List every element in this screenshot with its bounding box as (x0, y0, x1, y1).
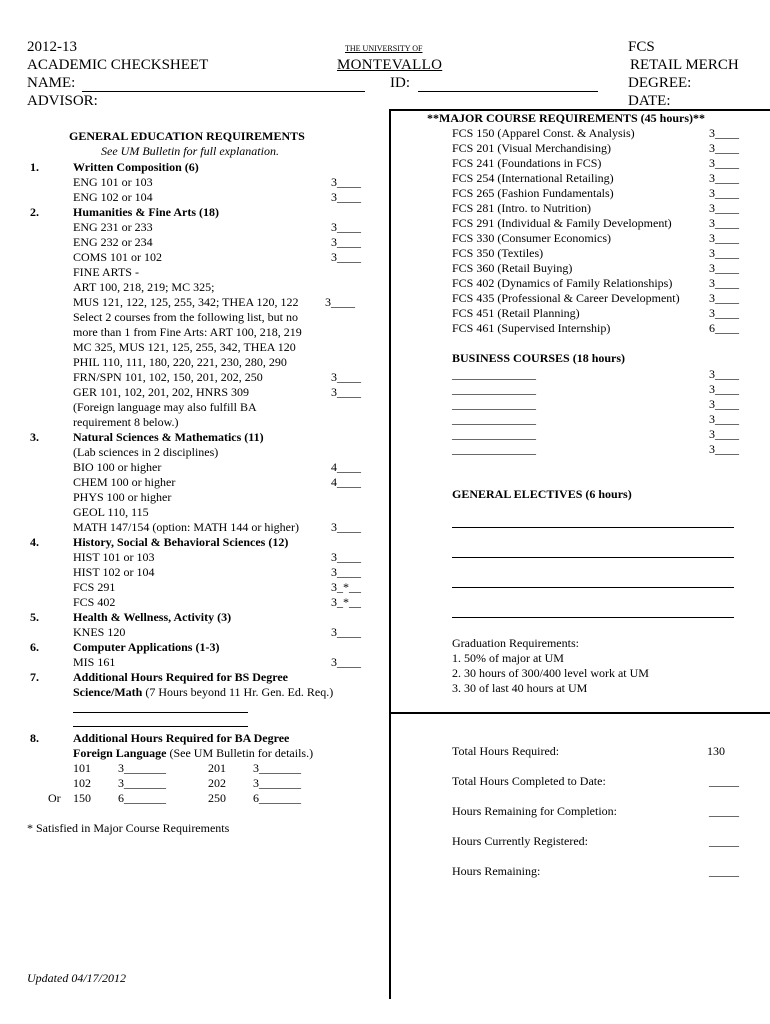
foreign-language-note: (See UM Bulletin for details.) (166, 746, 314, 760)
section-title: Additional Hours Required for BS Degree (73, 670, 289, 684)
hours-blank[interactable]: 3_______ (253, 761, 301, 775)
remaining-completion-field[interactable]: _____ (709, 804, 739, 818)
course-line: FCS 402 (73, 595, 116, 609)
major-course-name: FCS 360 (Retail Buying) (452, 261, 573, 275)
hours-blank[interactable]: 3____ (325, 295, 355, 309)
hours-blank[interactable]: 3_______ (118, 776, 166, 790)
section-number: 4. (30, 535, 39, 549)
totals-divider (390, 712, 770, 714)
hours-blank[interactable]: 4____ (331, 475, 361, 489)
total-required-value: 130 (707, 744, 725, 758)
total-required-label: Total Hours Required: (452, 744, 560, 758)
course-line: FINE ARTS - (73, 265, 139, 279)
section-subtitle (73, 746, 313, 761)
hours-blank[interactable]: 3____ (709, 397, 739, 411)
course-line: GEOL 110, 115 (73, 505, 149, 519)
course-line: MUS 121, 122, 125, 255, 342; THEA 120, 122 (73, 295, 299, 309)
major-course-name: FCS 150 (Apparel Const. & Analysis) (452, 126, 635, 140)
hours-blank[interactable]: 3____ (709, 246, 739, 260)
major-course-name: FCS 451 (Retail Planning) (452, 306, 580, 320)
course-line: KNES 120 (73, 625, 126, 639)
hours-blank[interactable]: 3____ (331, 625, 361, 639)
university-name: MONTEVALLO (337, 57, 443, 73)
hours-blank[interactable]: 3____ (709, 412, 739, 426)
course-line: BIO 100 or higher (73, 460, 162, 474)
course-number: 202 (208, 776, 226, 790)
graduation-title: Graduation Requirements: (452, 636, 579, 650)
section-number: 1. (30, 160, 39, 174)
electives-title: GENERAL ELECTIVES (6 hours) (452, 487, 632, 501)
footnote: * Satisfied in Major Course Requirements (27, 821, 230, 835)
course-line: ART 100, 218, 219; MC 325; (73, 280, 215, 294)
section-number: 3. (30, 430, 39, 444)
degree-label: DEGREE: (628, 75, 692, 91)
science-math-label: Science/Math (73, 685, 143, 699)
course-line: HIST 102 or 104 (73, 565, 155, 579)
business-course-blank[interactable]: ______________ (452, 442, 536, 456)
course-line: ENG 101 or 103 (73, 175, 153, 189)
elective-line[interactable] (452, 617, 734, 618)
gen-ed-title: GENERAL EDUCATION REQUIREMENTS (69, 129, 305, 143)
section-subtitle (73, 685, 333, 700)
hours-remaining-label: Hours Remaining: (452, 864, 541, 878)
course-line: ENG 232 or 234 (73, 235, 153, 249)
date-label: DATE: (628, 93, 671, 109)
major-course-name: FCS 402 (Dynamics of Family Relationships) (452, 276, 673, 290)
hours-blank[interactable]: 3____ (331, 175, 361, 189)
course-line: CHEM 100 or higher (73, 475, 176, 489)
total-completed-field[interactable]: _____ (709, 774, 739, 788)
business-course-blank[interactable]: ______________ (452, 382, 536, 396)
course-line: FCS 291 (73, 580, 116, 594)
section-number: 8. (30, 731, 39, 745)
course-line: (Foreign language may also fulfill BA (73, 400, 257, 414)
advisor-label: ADVISOR: (27, 93, 98, 109)
major-course-name: FCS 201 (Visual Merchandising) (452, 141, 611, 155)
column-divider (389, 109, 391, 999)
course-line: ENG 102 or 104 (73, 190, 153, 204)
section-title: Natural Sciences & Mathematics (11) (73, 430, 264, 444)
elective-line[interactable] (452, 557, 734, 558)
major-course-name: FCS 281 (Intro. to Nutrition) (452, 201, 592, 215)
section-title: Computer Applications (1-3) (73, 640, 220, 654)
course-line: (Lab sciences in 2 disciplines) (73, 445, 219, 459)
id-label: ID: (390, 75, 410, 91)
hours-blank[interactable]: 3____ (331, 220, 361, 234)
science-math-note: (7 Hours beyond 11 Hr. Gen. Ed. Req.) (142, 685, 334, 699)
graduation-item: 1. 50% of major at UM (452, 651, 564, 665)
hours-blank[interactable]: 3_______ (253, 776, 301, 790)
hours-blank[interactable]: 3____ (709, 156, 739, 170)
section-number: 2. (30, 205, 39, 219)
business-title: BUSINESS COURSES (18 hours) (452, 351, 626, 365)
section-number: 7. (30, 670, 39, 684)
graduation-item: 2. 30 hours of 300/400 level work at UM (452, 666, 649, 680)
major-course-name: FCS 435 (Professional & Career Development) (452, 291, 680, 305)
hours-blank[interactable]: 3____ (331, 520, 361, 534)
hours-blank[interactable]: 3____ (331, 250, 361, 264)
business-course-blank[interactable]: ______________ (452, 397, 536, 411)
course-line: MC 325, MUS 121, 125, 255, 342, THEA 120 (73, 340, 296, 354)
elective-line[interactable] (452, 587, 734, 588)
major-course-name: FCS 254 (International Retailing) (452, 171, 614, 185)
section-title: History, Social & Behavioral Sciences (12) (73, 535, 289, 549)
hours-blank[interactable]: 3____ (331, 565, 361, 579)
course-line: COMS 101 or 102 (73, 250, 163, 264)
hours-blank[interactable]: 3____ (709, 171, 739, 185)
foreign-language-label: Foreign Language (73, 746, 167, 760)
course-line: PHYS 100 or higher (73, 490, 172, 504)
course-number: 101 (73, 761, 91, 775)
name-field-line[interactable] (82, 91, 365, 92)
major-course-name: FCS 350 (Textiles) (452, 246, 544, 260)
total-completed-label: Total Hours Completed to Date: (452, 774, 606, 788)
hours-blank[interactable]: 3____ (709, 216, 739, 230)
year: 2012-13 (27, 39, 77, 55)
name-label: NAME: (27, 75, 76, 91)
blank-line[interactable] (73, 726, 248, 727)
hours-blank[interactable]: 3____ (709, 261, 739, 275)
hours-blank[interactable]: 3_*__ (331, 595, 361, 609)
updated-date: Updated 04/17/2012 (27, 971, 126, 985)
hours-blank[interactable]: 3____ (709, 201, 739, 215)
course-line: MIS 161 (73, 655, 116, 669)
hours-blank[interactable]: 3____ (709, 141, 739, 155)
course-line: HIST 101 or 103 (73, 550, 155, 564)
hours-blank[interactable]: 3____ (331, 385, 361, 399)
course-number: 102 (73, 776, 91, 790)
hours-blank[interactable]: 3____ (331, 655, 361, 669)
course-number: 250 (208, 791, 226, 805)
hours-blank[interactable]: 6_______ (253, 791, 301, 805)
course-line: Select 2 courses from the following list, but no (73, 310, 298, 324)
id-field-line[interactable] (418, 91, 598, 92)
remaining-completion-label: Hours Remaining for Completion: (452, 804, 617, 818)
or-label: Or (48, 791, 61, 805)
course-line: PHIL 110, 111, 180, 220, 221, 230, 280, 290 (73, 355, 287, 369)
blank-line[interactable] (73, 712, 248, 713)
hours-blank[interactable]: 3_______ (118, 761, 166, 775)
gen-ed-subtitle: See UM Bulletin for full explanation. (101, 144, 279, 158)
business-course-blank[interactable]: ______________ (452, 427, 536, 441)
hours-blank[interactable]: 6____ (709, 321, 739, 335)
hours-blank[interactable]: 3____ (709, 382, 739, 396)
document-title: ACADEMIC CHECKSHEET (27, 57, 209, 73)
university-of-label: THE UNIVERSITY OF (345, 44, 423, 53)
business-course-blank[interactable]: ______________ (452, 412, 536, 426)
hours-blank[interactable]: 3_*__ (331, 580, 361, 594)
course-number: 201 (208, 761, 226, 775)
course-line: requirement 8 below.) (73, 415, 179, 429)
section-title: Additional Hours Required for BA Degree (73, 731, 290, 745)
section-number: 5. (30, 610, 39, 624)
hours-blank[interactable]: 3____ (709, 367, 739, 381)
section-title: Written Composition (6) (73, 160, 199, 174)
graduation-item: 3. 30 of last 40 hours at UM (452, 681, 588, 695)
hours-blank[interactable]: 3____ (709, 186, 739, 200)
hours-blank[interactable]: 3____ (709, 126, 739, 140)
course-line: MATH 147/154 (option: MATH 144 or higher) (73, 520, 299, 534)
currently-registered-label: Hours Currently Registered: (452, 834, 588, 848)
hours-blank[interactable]: 3____ (709, 427, 739, 441)
hours-blank[interactable]: 3____ (709, 291, 739, 305)
course-line: more than 1 from Fine Arts: ART 100, 218, 219 (73, 325, 302, 339)
major-course-name: FCS 330 (Consumer Economics) (452, 231, 611, 245)
major-course-name: FCS 461 (Supervised Internship) (452, 321, 611, 335)
major-course-name: FCS 291 (Individual & Family Development) (452, 216, 672, 230)
major-course-name: FCS 241 (Foundations in FCS) (452, 156, 602, 170)
hours-blank[interactable]: 3____ (709, 306, 739, 320)
course-line: ENG 231 or 233 (73, 220, 153, 234)
course-line: GER 101, 102, 201, 202, HNRS 309 (73, 385, 250, 399)
hours-blank[interactable]: 3____ (709, 442, 739, 456)
major-course-name: FCS 265 (Fashion Fundamentals) (452, 186, 614, 200)
hours-blank[interactable]: 3____ (709, 276, 739, 290)
hours-blank[interactable]: 3____ (331, 550, 361, 564)
program-name: RETAIL MERCH (630, 57, 739, 73)
hours-blank[interactable]: 6_______ (118, 791, 166, 805)
elective-line[interactable] (452, 527, 734, 528)
hours-remaining-field[interactable]: _____ (709, 864, 739, 878)
course-line: FRN/SPN 101, 102, 150, 201, 202, 250 (73, 370, 263, 384)
currently-registered-field[interactable]: _____ (709, 834, 739, 848)
hours-blank[interactable]: 3____ (331, 190, 361, 204)
section-number: 6. (30, 640, 39, 654)
business-course-blank[interactable]: ______________ (452, 367, 536, 381)
hours-blank[interactable]: 3____ (331, 370, 361, 384)
hours-blank[interactable]: 3____ (331, 235, 361, 249)
department-code: FCS (628, 39, 655, 55)
section-title: Health & Wellness, Activity (3) (73, 610, 232, 624)
hours-blank[interactable]: 3____ (709, 231, 739, 245)
section-title: Humanities & Fine Arts (18) (73, 205, 219, 219)
course-number: 150 (73, 791, 91, 805)
hours-blank[interactable]: 4____ (331, 460, 361, 474)
major-title: **MAJOR COURSE REQUIREMENTS (45 hours)** (427, 111, 706, 125)
